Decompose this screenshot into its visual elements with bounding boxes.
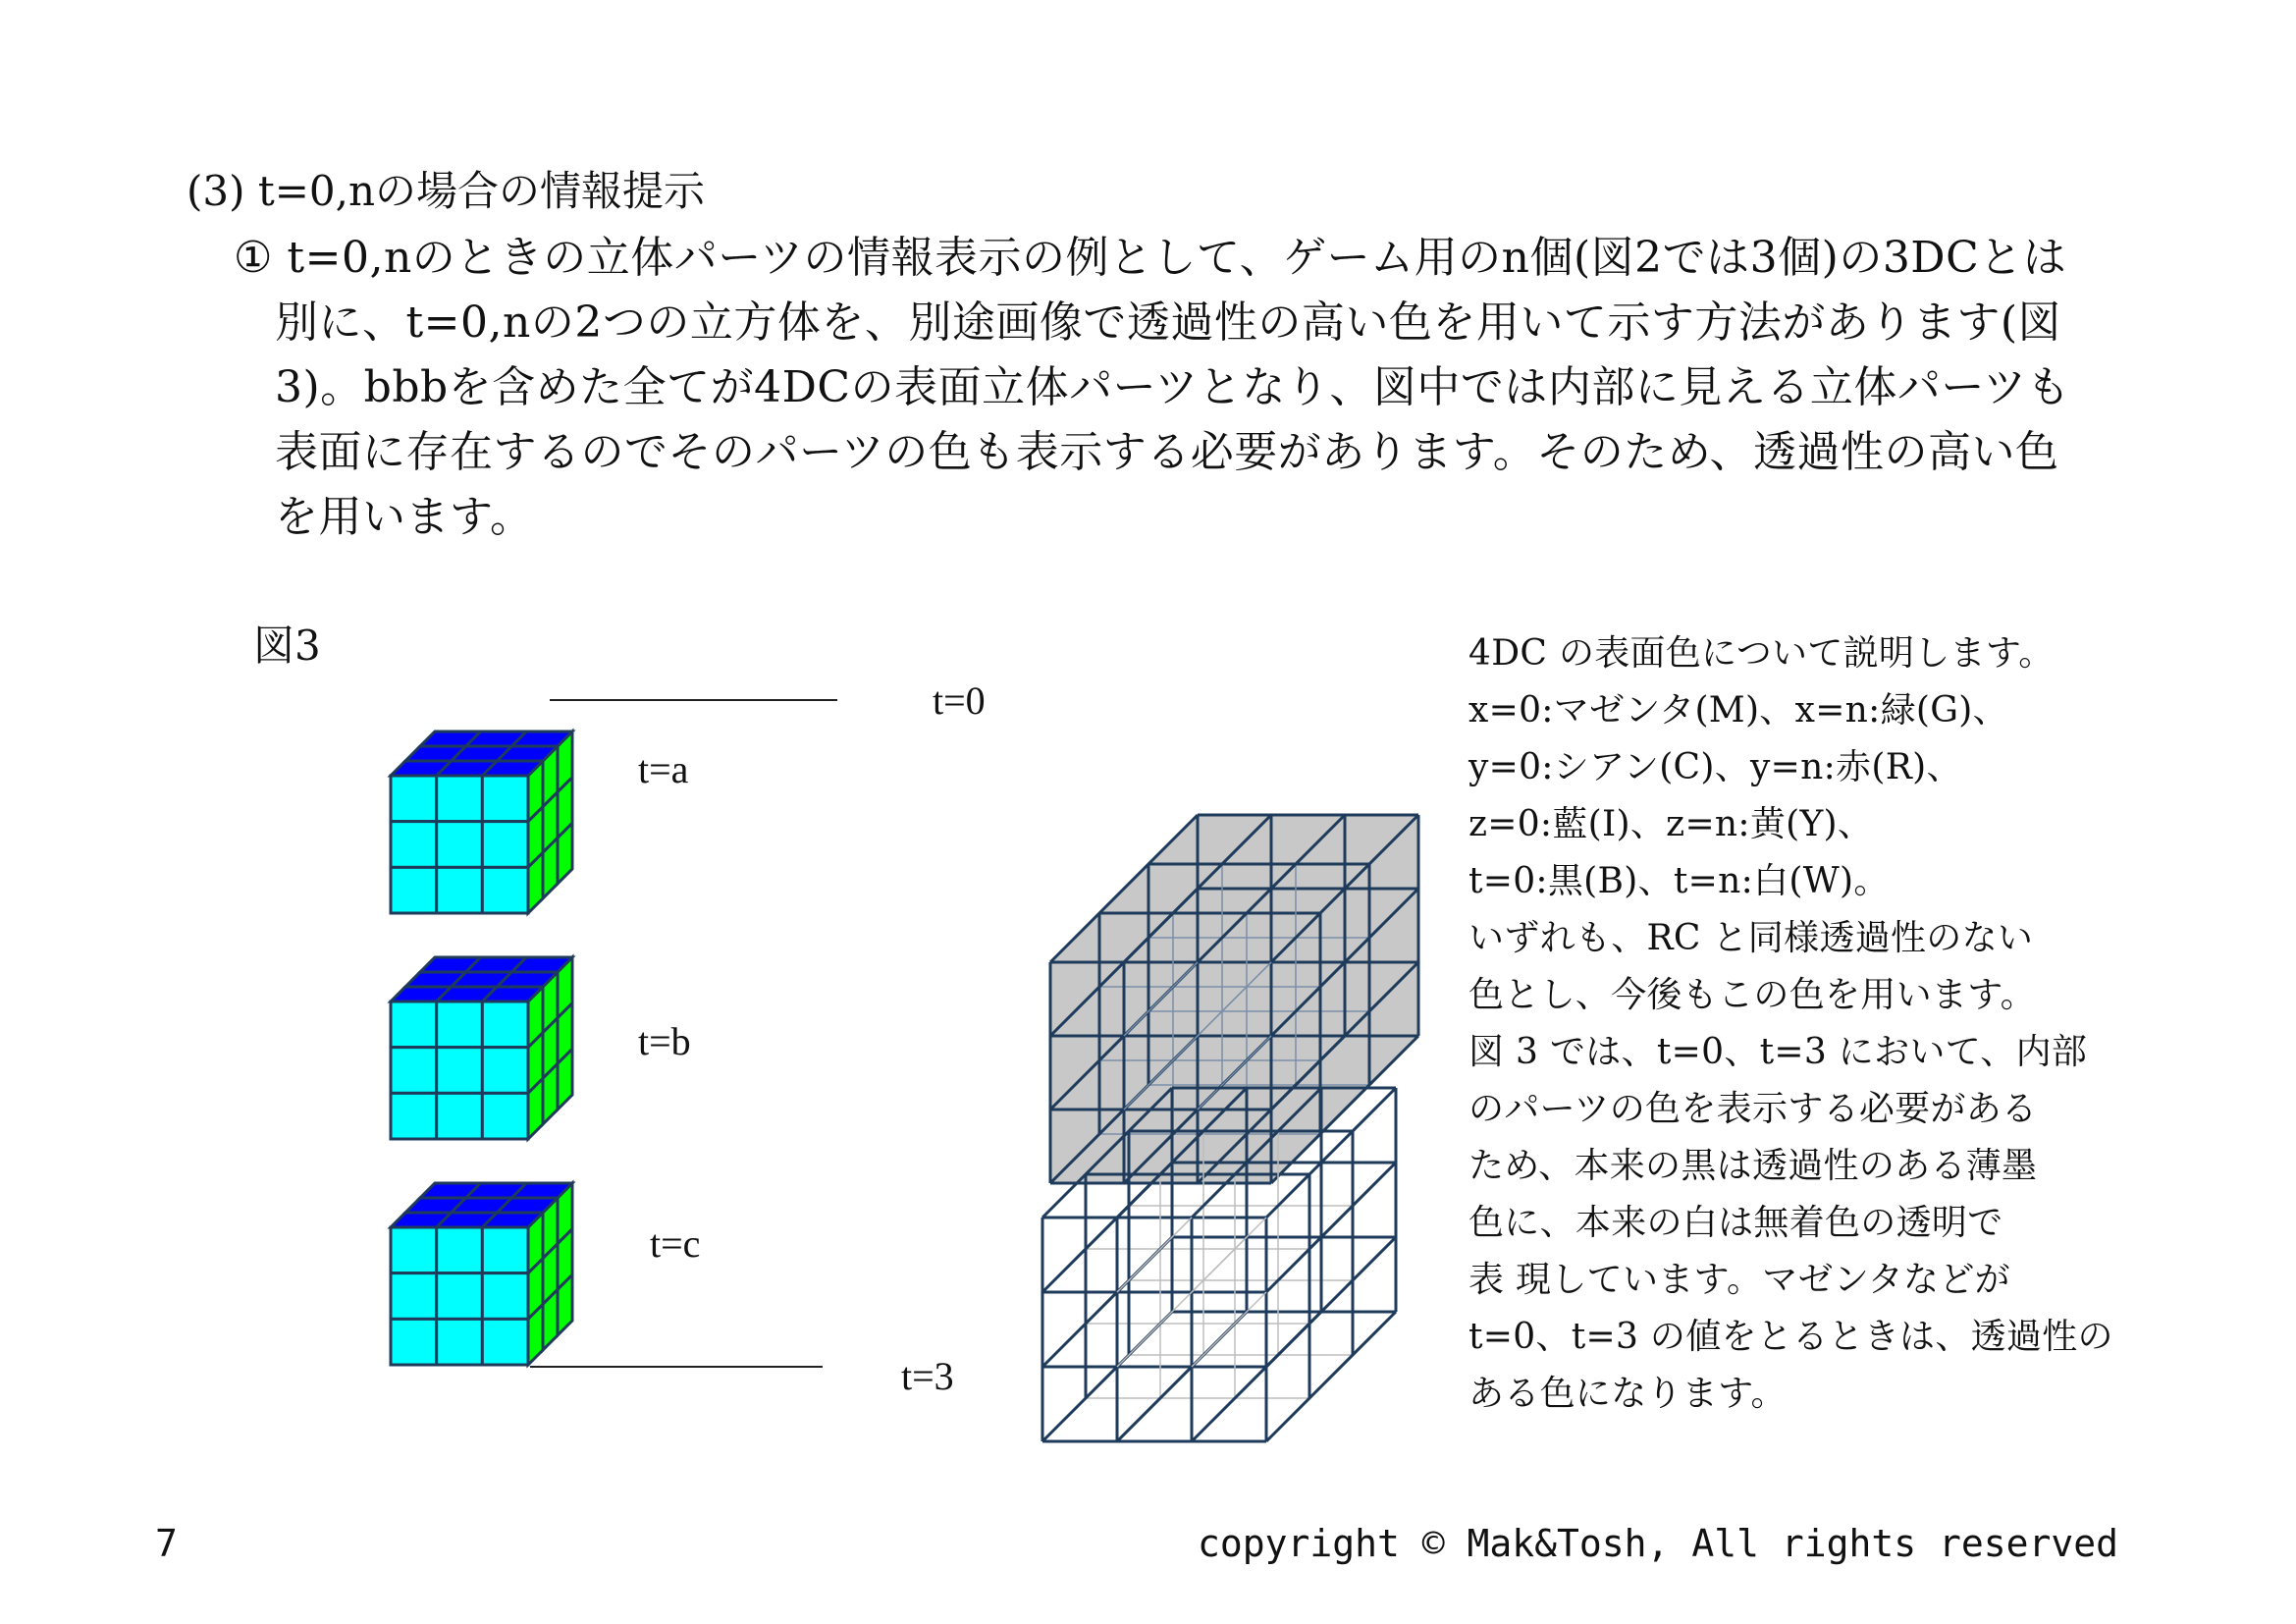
description-line-14: ある色になります。 xyxy=(1468,1374,1787,1414)
label-t-a: t=a xyxy=(638,747,689,791)
wire-cubes-group xyxy=(1042,815,1418,1441)
front-cell xyxy=(391,1093,437,1139)
front-cell xyxy=(482,867,528,913)
description-line-7: 色とし、今後もこの色を用います。 xyxy=(1468,975,2036,1015)
front-cell xyxy=(391,1227,437,1273)
description-line-9: のパーツの色を表示する必要がある xyxy=(1468,1089,2038,1129)
front-cell xyxy=(391,1319,437,1365)
description-line-1: 4DC の表面色について説明します。 xyxy=(1468,633,2055,674)
front-cell xyxy=(437,1093,483,1139)
description-line-8: 図 3 では、t=0、t=3 において、内部 xyxy=(1468,1032,2088,1072)
front-cell xyxy=(437,776,483,822)
grid-z xyxy=(1266,1237,1396,1367)
solid-cubes-group xyxy=(391,731,572,1365)
page-number: 7 xyxy=(155,1522,178,1565)
description-line-12: 表 現しています。マゼンタなどが xyxy=(1468,1260,2010,1300)
description-line-10: ため、本来の黒は透過性のある薄墨 xyxy=(1468,1146,2038,1186)
front-cell xyxy=(482,1273,528,1320)
front-cell xyxy=(391,1048,437,1094)
cube-t-c xyxy=(391,1183,572,1365)
front-cell xyxy=(437,822,483,868)
label-t-3: t=3 xyxy=(901,1354,954,1398)
paragraph-line-3: 3)。bbbを含めた全てが4DCの表面立体パーツとなり、図中では内部に見える立体パーツも xyxy=(275,362,2071,412)
cube-t-a xyxy=(391,731,572,913)
figure-label: 図3 xyxy=(253,622,321,670)
front-cell xyxy=(437,1273,483,1320)
paragraph-line-5: を用います。 xyxy=(275,492,534,542)
description-line-11: 色に、本来の白は無着色の透明で xyxy=(1468,1203,2003,1243)
paragraph-line-4: 表面に存在するのでそのパーツの色も表示する必要があります。そのため、透過性の高い色 xyxy=(275,427,2059,477)
grid-z xyxy=(1266,1312,1396,1441)
paragraph-line-2: 別に、t=0,nの2つの立方体を、別途画像で透過性の高い色を用いて示す方法があります(図 xyxy=(275,298,2062,348)
front-cell xyxy=(437,1227,483,1273)
description-line-5: t=0:黒(B)、t=n:白(W)。 xyxy=(1468,861,1890,901)
front-cell xyxy=(437,867,483,913)
front-cell xyxy=(391,1001,437,1048)
front-cell xyxy=(391,776,437,822)
front-cell xyxy=(482,1048,528,1094)
front-cell xyxy=(482,1319,528,1365)
front-cell xyxy=(437,1319,483,1365)
label-t-0: t=0 xyxy=(933,678,986,723)
description-line-3: y=0:シアン(C)、y=n:赤(R)、 xyxy=(1468,747,1962,787)
paragraph-line-1: ① t=0,nのときの立体パーツの情報表示の例として、ゲーム用のn個(図2では3個)の3DCとは xyxy=(234,233,2067,283)
section-heading: (3) t=0,nの場合の情報提示 xyxy=(187,167,706,215)
front-cell xyxy=(482,776,528,822)
grid-z xyxy=(1266,1163,1396,1292)
front-cell xyxy=(482,1227,528,1273)
description-line-6: いずれも、RC と同様透過性のない xyxy=(1468,918,2034,958)
wire-cube-t-0 xyxy=(1050,815,1418,1183)
front-cell xyxy=(437,1048,483,1094)
front-cell xyxy=(482,1001,528,1048)
description-line-13: t=0、t=3 の値をとるときは、透過性の xyxy=(1468,1317,2113,1357)
front-cell xyxy=(482,822,528,868)
front-cell xyxy=(482,1093,528,1139)
front-cell xyxy=(391,867,437,913)
label-t-c: t=c xyxy=(650,1221,701,1266)
cube-t-b xyxy=(391,957,572,1139)
description-line-4: z=0:藍(I)、z=n:黄(Y)、 xyxy=(1468,804,1874,844)
front-cell xyxy=(391,822,437,868)
label-t-b: t=b xyxy=(638,1019,691,1063)
front-cell xyxy=(391,1273,437,1320)
copyright-notice: copyright © Mak&Tosh, All rights reserved xyxy=(1198,1522,2118,1565)
front-cell xyxy=(437,1001,483,1048)
description-line-2: x=0:マゼンタ(M)、x=n:緑(G)、 xyxy=(1468,690,2008,731)
